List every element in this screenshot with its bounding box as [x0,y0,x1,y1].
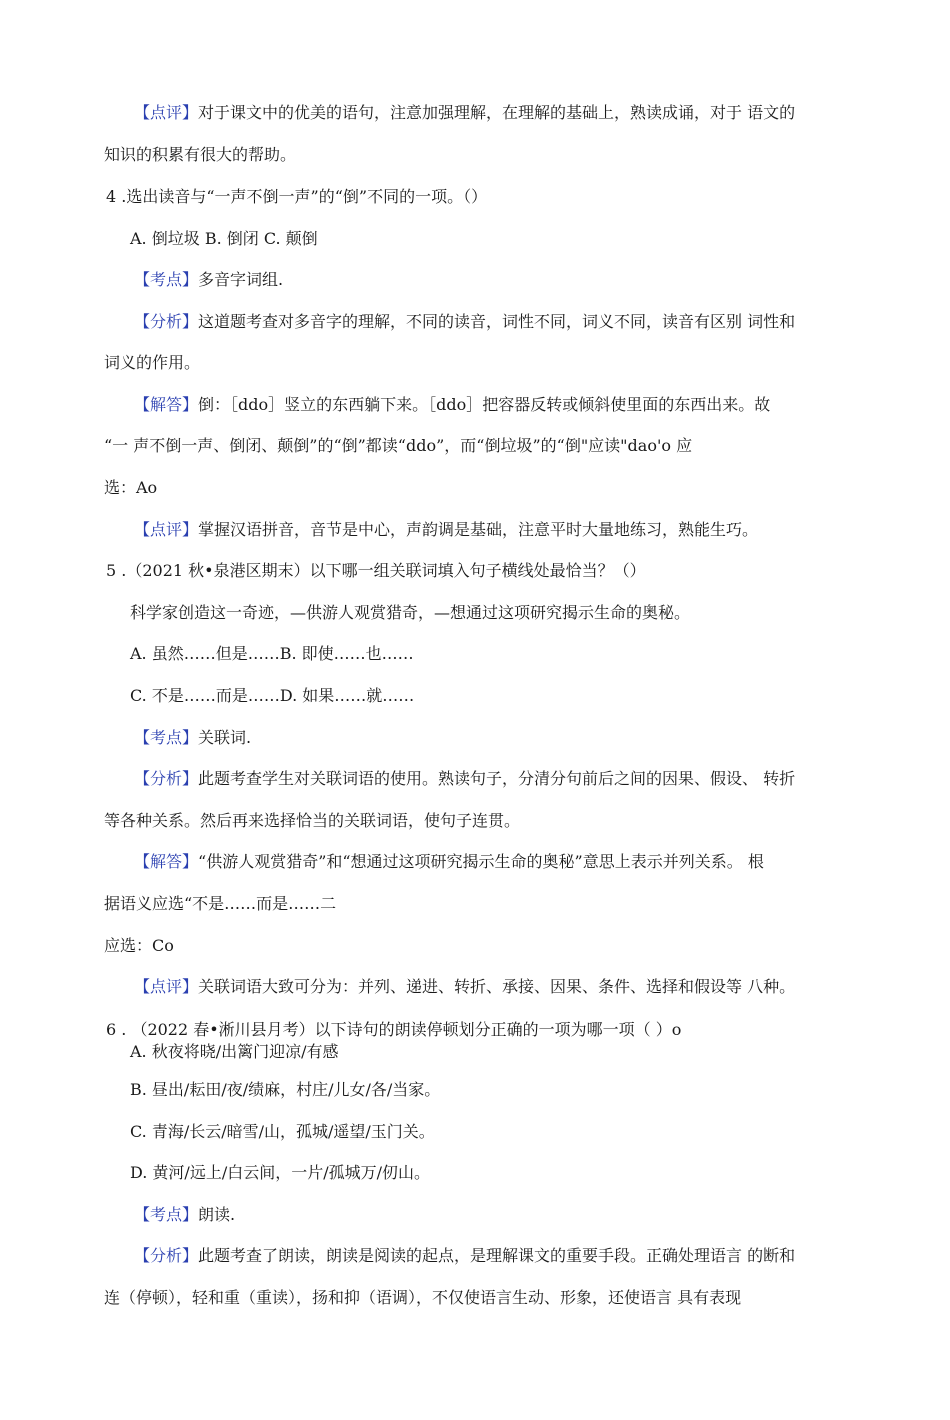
q4-answer-line-3: 选：Ao [104,478,158,497]
q5-answer-line-3: 应选：Co [104,936,174,955]
q5-analysis-line-1 [134,767,795,791]
answer-tag: 【解答】 [134,395,199,414]
question-4-stem: 4 .选出读音与“一声不倒一声”的“倒”不同的一项。（） [106,187,488,206]
question-5-options-ab: A. 虽然……但是……B. 即使……也…… [130,644,414,663]
point-tag: 【考点】 [134,728,199,747]
point-tag: 【考点】 [134,1205,199,1224]
q5-analysis-line-2: 等各种关系。然后再来选择恰当的关联词语，使句子连贯。 [104,811,521,830]
answer-text: “供游人观赏猎奇”和“想通过这项研究揭示生命的奥秘”意思上表示并列关系。 根 [198,852,764,871]
analysis-text: 这道题考查对多音字的理解，不同的读音，词性不同，词义不同，读音有区别 词性和 [198,312,796,331]
answer-text: 倒：［ddo］竖立的东西躺下来。［ddo］把容器反转或倾斜使里面的东西出来。故 [198,395,771,414]
review-text: 掌握汉语拼音，音节是中心，声韵调是基础，注意平时大量地练习，熟能生巧。 [198,520,759,539]
question-6-option-d: D. 黄河/远上/白云间，一片/孤城万/仞山。 [130,1163,430,1182]
q6-point [134,1203,235,1227]
point-text: 朗读. [198,1205,236,1224]
review-tag: 【点评】 [134,103,199,122]
point-tag: 【考点】 [134,270,199,289]
review-text: 关联词语大致可分为：并列、递进、转折、承接、因果、条件、选择和假设等 八种。 [198,977,796,996]
q5-point [134,726,251,750]
q3-review-line-1 [134,101,795,125]
q6-analysis-line-2: 连（停顿），轻和重（重读），扬和抑（语调），不仅使语言生动、形象，还使语言 具有表现 [104,1288,742,1307]
q5-answer-line-1 [134,850,764,874]
analysis-tag: 【分析】 [134,1246,199,1265]
question-6-option-b: B. 昼出/耘田/夜/绩麻，村庄/儿女/各/当家。 [130,1080,441,1099]
q3-review-line-2: 知识的积累有很大的帮助。 [104,145,297,164]
analysis-text: 此题考查了朗读，朗读是阅读的起点，是理解课文的重要手段。正确处理语言 的断和 [198,1246,796,1265]
question-5-sentence: 科学家创造这一奇迹，—供游人观赏猎奇，—想通过这项研究揭示生命的奥秘。 [130,603,691,622]
analysis-tag: 【分析】 [134,769,199,788]
question-5-options-cd: C. 不是……而是……D. 如果……就…… [130,686,415,705]
point-text: 多音字词组. [198,270,284,289]
analysis-text: 此题考查学生对关联词语的使用。熟读句子，分清分句前后之间的因果、假设、 转折 [198,769,796,788]
analysis-tag: 【分析】 [134,312,199,331]
question-6-option-c: C. 青海/长云/暗雪/山，孤城/遥望/玉门关。 [130,1122,435,1141]
review-tag: 【点评】 [134,520,199,539]
q5-review [134,975,795,999]
q6-analysis-line-1 [134,1244,795,1268]
question-5-stem: 5 .（2021 秋•泉港区期末）以下哪一组关联词填入句子横线处最恰当？（） [106,561,646,580]
question-6-stem: 6 . （2022 春•淅川县月考）以下诗句的朗读停顿划分正确的一项为哪一项（ ）o [106,1020,682,1039]
q4-review [134,518,758,542]
answer-tag: 【解答】 [134,852,199,871]
question-4-options: A. 倒垃圾 B. 倒闭 C. 颠倒 [130,229,318,248]
q4-analysis-line-2: 词义的作用。 [104,353,201,372]
review-tag: 【点评】 [134,977,199,996]
q4-analysis-line-1 [134,310,795,334]
q5-answer-line-2: 据语义应选“不是……而是……二 [104,894,337,913]
q4-point [134,268,283,292]
point-text: 关联词. [198,728,252,747]
review-text: 对于课文中的优美的语句，注意加强理解，在理解的基础上，熟读成诵，对于 语文的 [198,103,796,122]
question-6-option-a: A. 秋夜将晓/出篱门迎凉/有感 [130,1042,339,1061]
q4-answer-line-1 [134,393,770,417]
q4-answer-line-2: “一 声不倒一声、倒闭、颠倒”的“倒”都读“ddo”，而“倒垃圾”的“倒"应读"dao'o 应 [104,436,693,455]
